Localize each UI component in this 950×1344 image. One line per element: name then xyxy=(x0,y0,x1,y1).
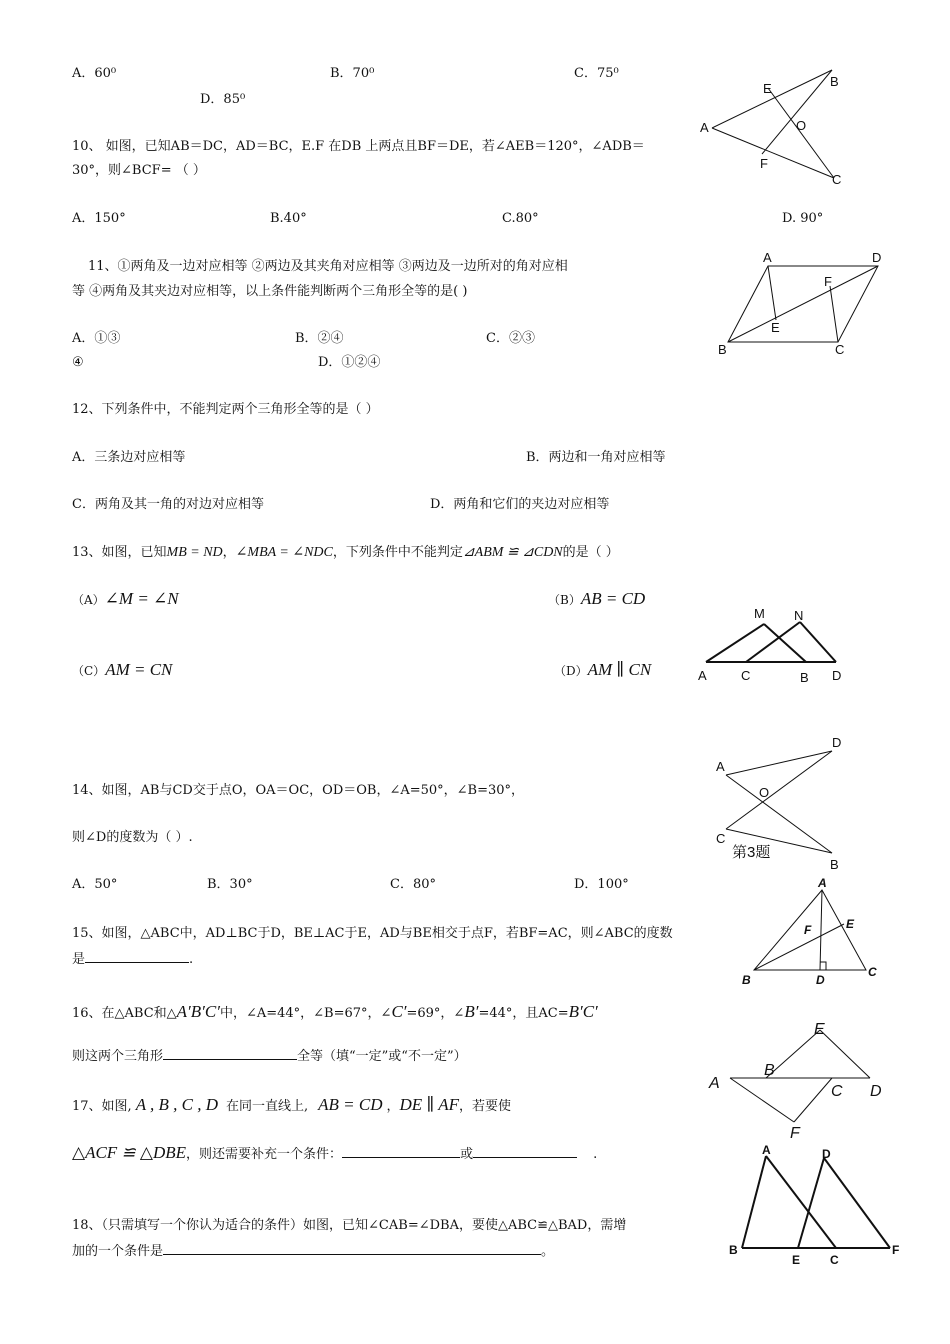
q14-label-d: D xyxy=(832,735,842,750)
q17-label-b: B xyxy=(764,1062,775,1079)
q13-stem-prefix: 13、如图，已知 xyxy=(72,545,167,560)
q17-stem-line1: 17、如图, A , B , C , D 在同一直线上, AB = CD ，DE ∥ AF，若要使 xyxy=(72,1095,512,1114)
q16-line1-mid1: 中，∠A=44°，∠B=67°，∠ xyxy=(219,1006,392,1021)
q11-label-e: E xyxy=(771,320,780,335)
q13-figure xyxy=(694,604,854,684)
q17-condition-1: AB = CD xyxy=(318,1095,383,1114)
q18-label-e: E xyxy=(792,1253,801,1267)
q16-stem-line1 xyxy=(72,1002,598,1024)
q18-label-b: B xyxy=(729,1243,738,1257)
q17-or: 或 xyxy=(460,1147,474,1162)
q16-answer-blank[interactable] xyxy=(163,1047,297,1060)
q15-label-a: A xyxy=(818,876,827,890)
q17-line1-mid: 在同一直线上, xyxy=(226,1099,309,1114)
q16-prime-triangle: A′B′C′ xyxy=(176,1002,220,1021)
q13-stem xyxy=(72,545,619,561)
q17-end: . xyxy=(593,1147,598,1162)
q16-line1-mid2: =69°，∠ xyxy=(406,1006,465,1021)
q13-option-d-label: （D） xyxy=(554,664,588,678)
q15-label-b: B xyxy=(742,973,751,987)
q11-figure xyxy=(718,250,888,360)
q14-option-c: C．80° xyxy=(390,877,436,892)
q17-answer-blank-2[interactable] xyxy=(473,1145,577,1158)
q15-label-c: C xyxy=(868,965,877,979)
q16-line2-suffix: 全等（填“一定”或“不一定”） xyxy=(297,1049,467,1064)
q13-option-c-text: AM = CN xyxy=(105,660,173,679)
q10-label-a: A xyxy=(700,120,709,135)
q18-label-c: C xyxy=(830,1253,839,1267)
q13-label-a: A xyxy=(698,668,707,683)
q13-option-a-text: ∠M = ∠N xyxy=(104,589,179,608)
q15-answer-blank[interactable] xyxy=(85,950,189,963)
q13-option-a xyxy=(72,591,179,609)
q10-label-c: C xyxy=(832,172,842,187)
q15-stem-line1: 15、如图，△ABC中，AD⊥BC于D，BE⊥AC于E，AD与BE相交于点F，若BF=AC，则∠ABC的度数 xyxy=(72,926,673,941)
q14-figure-caption: 第3题 xyxy=(732,844,771,861)
q14-figure xyxy=(712,733,862,873)
q13-congruence: ⊿ABM ≌ ⊿CDN xyxy=(462,545,563,560)
q10-label-o: O xyxy=(796,118,807,133)
q17-line2-mid: ，则还需要补充一个条件： xyxy=(186,1147,343,1162)
q17-congruence: △ACF ≌ △DBE xyxy=(72,1143,187,1162)
q10-option-c: C.80° xyxy=(502,211,539,226)
q9-option-a: A．60⁰ xyxy=(72,66,117,81)
q15-label-d: D xyxy=(816,973,825,987)
q13-stem-suffix: 的是（ ） xyxy=(562,545,619,560)
q13-option-d-text: AM ∥ CN xyxy=(587,660,652,679)
q17-label-f: F xyxy=(790,1125,800,1142)
q11-label-c: C xyxy=(835,342,845,357)
q10-option-b: B.40° xyxy=(270,211,307,226)
q16-c-prime: C′ xyxy=(391,1002,407,1021)
q18-stem-line2 xyxy=(72,1242,554,1260)
q14-label-b: B xyxy=(830,857,839,872)
q17-label-a: A xyxy=(709,1075,720,1092)
q9-option-c: C．75⁰ xyxy=(574,66,619,81)
q18-figure xyxy=(724,1144,914,1268)
q9-option-b: B．70⁰ xyxy=(330,66,375,81)
q11-label-f: F xyxy=(824,274,832,289)
q11-label-a: A xyxy=(763,250,772,265)
q13-option-b xyxy=(548,591,645,609)
q15-stem-line2 xyxy=(72,950,193,968)
q13-option-c-label: （C） xyxy=(72,664,106,678)
q16-bc-prime: B′C′ xyxy=(568,1002,598,1021)
q11-option-c: C．②③ xyxy=(486,331,535,346)
q11-option-b: B．②④ xyxy=(295,331,344,346)
q16-b-prime: B′ xyxy=(464,1002,479,1021)
q12-stem: 12、下列条件中，不能判定两个三角形全等的是（ ） xyxy=(72,402,379,417)
q17-answer-blank-1[interactable] xyxy=(342,1145,460,1158)
q18-label-a: A xyxy=(762,1143,771,1157)
q11-option-c-continued: ④ xyxy=(72,355,84,370)
q12-option-d: D．两角和它们的夹边对应相等 xyxy=(430,497,610,512)
q18-label-f: F xyxy=(892,1243,900,1257)
q15-label-e: E xyxy=(846,917,855,931)
q12-option-a: A．三条边对应相等 xyxy=(72,450,186,465)
q14-label-c: C xyxy=(716,831,726,846)
q17-stem-line2 xyxy=(72,1143,597,1165)
q14-stem-line2: 则∠D的度数为（ ）. xyxy=(72,830,193,845)
q14-label-o: O xyxy=(759,785,770,800)
q18-answer-blank[interactable] xyxy=(163,1242,541,1255)
q10-label-f: F xyxy=(760,156,768,171)
q11-option-a: A．①③ xyxy=(72,331,121,346)
q17-label-c: C xyxy=(831,1083,843,1100)
q13-separator: ， xyxy=(222,545,236,560)
q17-condition-2: DE ∥ AF xyxy=(399,1095,460,1114)
q16-stem-line2 xyxy=(72,1047,467,1065)
q15-line2-prefix: 是 xyxy=(72,952,86,967)
q17-label-e: E xyxy=(814,1021,825,1038)
q14-stem-line1: 14、如图，AB与CD交于点O，OA＝OC，OD＝OB，∠A=50°，∠B=30°， xyxy=(72,783,525,798)
q13-option-c xyxy=(72,662,172,680)
q17-label-d: D xyxy=(870,1083,882,1100)
q14-option-b: B．30° xyxy=(207,877,253,892)
q16-line1-prefix: 16、在△ABC和△ xyxy=(72,1006,177,1021)
q13-label-d: D xyxy=(832,668,842,683)
q15-line2-suffix: . xyxy=(189,952,194,967)
q17-line1-prefix: 17、如图, xyxy=(72,1099,132,1114)
q13-condition-1: MB = ND xyxy=(166,545,223,560)
q16-line2-prefix: 则这两个三角形 xyxy=(72,1049,164,1064)
q13-label-c: C xyxy=(741,668,751,683)
q14-option-a: A．50° xyxy=(72,877,118,892)
q10-stem-line2: 30°，则∠BCF= （ ） xyxy=(72,163,206,178)
q10-figure xyxy=(700,60,860,190)
q11-label-b: B xyxy=(718,342,727,357)
q13-option-b-label: （B） xyxy=(548,593,581,607)
q11-label-d: D xyxy=(872,250,882,265)
q13-label-b: B xyxy=(800,670,809,685)
q12-option-b: B．两边和一角对应相等 xyxy=(526,450,666,465)
q18-line2-prefix: 加的一个条件是 xyxy=(72,1244,164,1259)
q13-condition-2: ∠MBA = ∠NDC xyxy=(235,545,333,560)
q13-label-m: M xyxy=(754,606,765,621)
q10-label-b: B xyxy=(830,74,839,89)
q13-option-a-label: （A） xyxy=(72,593,105,607)
q16-line1-mid3: =44°，且AC= xyxy=(478,1006,569,1021)
q17-figure xyxy=(706,1016,896,1142)
q9-option-d: D．85⁰ xyxy=(200,92,246,107)
q15-figure xyxy=(738,876,888,988)
q18-label-d: D xyxy=(822,1147,831,1161)
q18-line2-suffix: 。 xyxy=(541,1244,555,1259)
q17-points: A , B , C , D xyxy=(135,1095,219,1114)
q10-option-d: D. 90° xyxy=(782,211,824,226)
q11-stem-line2: 等 ④两角及其夹边对应相等，以上条件能判断两个三角形全等的是( ) xyxy=(72,284,468,299)
q11-option-d: D．①②④ xyxy=(318,355,381,370)
q10-option-a: A．150° xyxy=(72,211,126,226)
q13-label-n: N xyxy=(794,608,804,623)
q14-option-d: D．100° xyxy=(574,877,629,892)
q10-label-e: E xyxy=(763,81,772,96)
q10-stem-line1: 10、 如图，已知AB＝DC，AD＝BC，E.F 在DB 上两点且BF＝DE，若∠AEB＝120°，∠ADB＝ xyxy=(72,139,645,154)
q13-option-d xyxy=(554,662,651,680)
q14-label-a: A xyxy=(716,759,725,774)
q13-option-b-text: AB = CD xyxy=(580,589,646,608)
q15-label-f: F xyxy=(804,923,812,937)
q11-stem-line1: 11、①两角及一边对应相等 ②两边及其夹角对应相等 ③两边及一边所对的角对应相 xyxy=(88,259,568,274)
q12-option-c: C．两角及其一角的对边对应相等 xyxy=(72,497,264,512)
q13-stem-mid: ，下列条件中不能判定 xyxy=(332,545,463,560)
q18-stem-line1: 18、（只需填写一个你认为适合的条件）如图，已知∠CAB=∠DBA，要使△ABC≌△BAD，需增 xyxy=(72,1218,627,1233)
q17-line1-suffix: ，若要使 xyxy=(459,1099,512,1114)
